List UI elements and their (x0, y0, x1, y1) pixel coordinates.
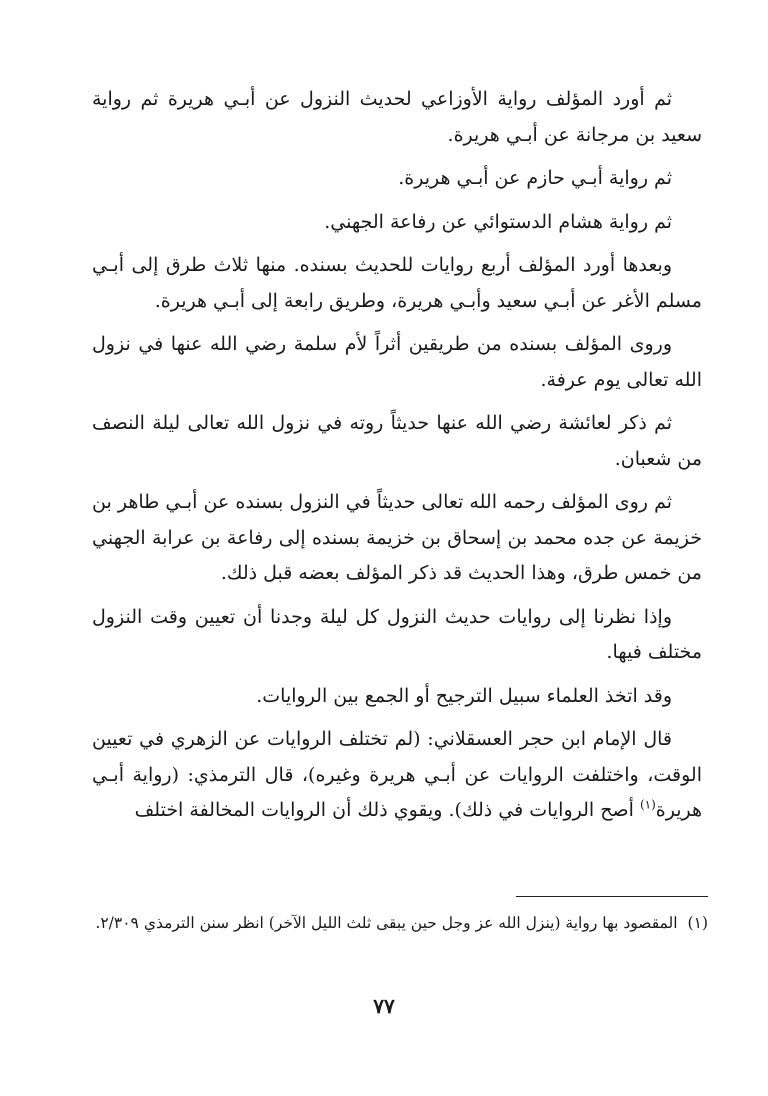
footnote-reference: (١) (639, 797, 656, 812)
paragraph: ثم أورد المؤلف رواية الأوزاعي لحديث النزول عن أبـي هريرة ثم رواية سعيد بن مرجانة عن أبـي هريرة. (92, 88, 702, 146)
footnote-divider (516, 896, 708, 897)
paragraph: ثم رواية هشام الدستوائي عن رفاعة الجهني. (324, 210, 672, 233)
footnote-text: المقصود بها رواية (ينزل الله عز وجل حين يبقى ثلث الليل الآخر) انظر سنن الترمذي ٢/٣٠٩. (95, 914, 678, 932)
main-text (92, 82, 702, 837)
footnote (92, 906, 708, 940)
paragraph-text-part: أصح الروايات في ذلك). ويقوي ذلك أن الروايات المخالفة اختلف (134, 799, 640, 821)
paragraph: ثم رواية أبـي حازم عن أبـي هريرة. (398, 167, 672, 189)
paragraph-text-part: قال الإمام ابن حجر العسقلاني: (لم تختلف الروايات عن الزهري في تعيين الوقت، واختلفت الروايات عن أبـي هريرة وغيره)، قال الترمذي: (رواية أبـي هريرة (92, 728, 702, 821)
footnote-number: (١) (687, 914, 708, 932)
paragraph: ثم ذكر لعائشة رضي الله عنها حديثاً روته في نزول الله تعالى ليلة النصف من شعبان. (92, 412, 702, 470)
paragraph: وقد اتخذ العلماء سبيل الترجيح أو الجمع بين الروايات. (256, 684, 672, 707)
paragraph: وإذا نظرنا إلى روايات حديث النزول كل ليلة وجدنا أن تعيين وقت النزول مختلف فيها. (92, 605, 702, 663)
footnotes (92, 906, 708, 940)
page-number: ٧٧ (373, 994, 395, 1018)
paragraph-with-footnote (92, 722, 702, 829)
paragraph: وروى المؤلف بسنده من طريقين أثراً لأم سلمة رضي الله عنها في نزول الله تعالى يوم عرفة. (92, 333, 702, 391)
paragraph: ثم روى المؤلف رحمه الله تعالى حديثاً في النزول بسنده عن أبـي طاهر بن خزيمة عن جده محمد بن إسحاق بن خزيمة بسنده إلى رفاعة بن عرابة الجهني من خمس طرق، وهذا الحديث قد ذكر المؤلف بعضه قبل ذلك. (92, 491, 702, 584)
paragraph: وبعدها أورد المؤلف أربع روايات للحديث بسنده. منها ثلاث طرق إلى أبـي مسلم الأغر عن أبـي سعيد وأبـي هريرة، وطريق رابعة إلى أبـي هريرة. (92, 254, 702, 312)
